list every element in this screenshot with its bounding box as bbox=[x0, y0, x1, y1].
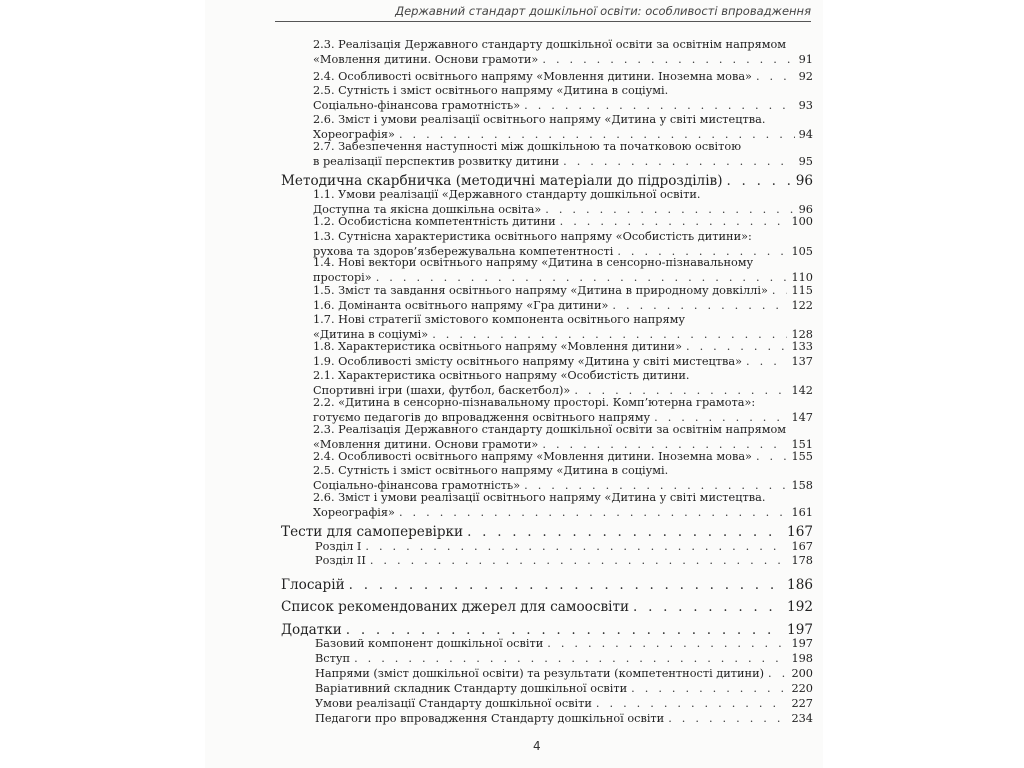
toc-page-number: 192 bbox=[787, 599, 813, 615]
dot-leader bbox=[524, 99, 795, 112]
toc-entry-line: 2.7. Забезпечення наступності між дошкільною та початковою освітою bbox=[313, 140, 742, 153]
dot-leader bbox=[399, 506, 787, 519]
toc-entry-line: 2.3. Реалізація Державного стандарту дошкільної освіти за освітнім напрямом bbox=[313, 423, 787, 436]
toc-entry[interactable] bbox=[313, 299, 813, 312]
toc-entry-line: 1.1. Умови реалізації «Державного стандарту дошкільної освіти. bbox=[313, 188, 701, 201]
dot-leader bbox=[354, 652, 787, 665]
toc-page-number: 105 bbox=[791, 244, 813, 258]
toc-entry[interactable] bbox=[281, 622, 813, 638]
toc-entry-title: Розділ I bbox=[315, 540, 362, 553]
toc-page-number: 122 bbox=[791, 299, 813, 312]
toc-entry-title: 1.8. Характеристика освітнього напряму «Мовлення дитини» bbox=[313, 340, 682, 353]
dot-leader bbox=[668, 712, 787, 725]
dot-leader bbox=[612, 299, 787, 312]
toc-page-number: 92 bbox=[798, 70, 813, 83]
toc-entry-title: 2.4. Особливості освітнього напряму «Мовлення дитини. Іноземна мова» bbox=[313, 70, 752, 83]
toc-entry-title: рухова та здоров’язбережувальна компетентності bbox=[313, 244, 614, 258]
toc-entry-line: 1.4. Нові вектори освітнього напряму «Дитина в сенсорно-пізнавальному bbox=[313, 256, 754, 269]
dot-leader bbox=[467, 524, 783, 540]
toc-entry-title: Тести для самоперевірки bbox=[281, 524, 464, 540]
toc-page-number: 128 bbox=[791, 327, 813, 341]
toc-entry[interactable] bbox=[315, 652, 813, 665]
toc-entry-title: «Дитина в соціумі» bbox=[313, 327, 429, 341]
dot-leader bbox=[686, 340, 787, 353]
toc-page-number: 96 bbox=[795, 173, 813, 189]
toc-entry[interactable] bbox=[313, 203, 813, 216]
toc-page-number: 115 bbox=[791, 284, 813, 297]
toc-entry-title: Спортивні ігри (шахи, футбол, баскетбол)» bbox=[313, 383, 571, 397]
toc-entry[interactable] bbox=[315, 697, 813, 710]
toc-page-number: 197 bbox=[787, 622, 813, 638]
dot-leader bbox=[727, 173, 792, 189]
toc-entry-title: в реалізації перспектив розвитку дитини bbox=[313, 154, 560, 168]
toc-entry-title: Умови реалізації Стандарту дошкільної освіти bbox=[315, 697, 592, 710]
toc-page-number: 220 bbox=[791, 682, 813, 695]
toc-entry[interactable] bbox=[313, 411, 813, 424]
toc-page-number: 137 bbox=[791, 355, 813, 368]
dot-leader bbox=[346, 622, 783, 638]
dot-leader bbox=[399, 128, 795, 141]
toc-entry[interactable] bbox=[313, 155, 813, 168]
toc-entry-line: 2.1. Характеристика освітнього напряму «Особистість дитини. bbox=[313, 369, 690, 382]
toc-page-number: 133 bbox=[791, 340, 813, 353]
toc-page-number: 91 bbox=[798, 52, 813, 66]
toc-entry[interactable] bbox=[313, 215, 813, 228]
toc-entry-title: Соціально-фінансова грамотність» bbox=[313, 98, 521, 112]
toc-entry[interactable] bbox=[313, 70, 813, 83]
dot-leader bbox=[370, 554, 788, 567]
toc-entry-line: 2.6. Зміст і умови реалізації освітнього напряму «Дитина у світі мистецтва. bbox=[313, 113, 766, 126]
toc-entry[interactable] bbox=[315, 712, 813, 725]
toc-entry-line: 2.6. Зміст і умови реалізації освітнього напряму «Дитина у світі мистецтва. bbox=[313, 491, 766, 504]
dot-leader bbox=[349, 577, 783, 593]
toc-entry[interactable] bbox=[313, 450, 813, 463]
dot-leader bbox=[631, 682, 787, 695]
dot-leader bbox=[542, 53, 794, 66]
toc-entry-title: Базовий компонент дошкільної освіти bbox=[315, 637, 544, 650]
toc-entry[interactable] bbox=[315, 637, 813, 650]
toc-entry-title: Хореографія» bbox=[313, 505, 395, 519]
toc-page-number: 198 bbox=[791, 652, 813, 665]
toc-entry[interactable] bbox=[281, 524, 813, 540]
toc-entry[interactable] bbox=[313, 128, 813, 141]
dot-leader bbox=[365, 540, 787, 553]
toc-entry-title: Вступ bbox=[315, 652, 351, 665]
page-number: 4 bbox=[533, 739, 541, 753]
toc-entry-title: Педагоги про впровадження Стандарту дошкільної освіти bbox=[315, 712, 665, 725]
toc-entry-title: Хореографія» bbox=[313, 127, 395, 141]
toc-page-number: 186 bbox=[787, 577, 813, 593]
dot-leader bbox=[542, 438, 787, 451]
dot-leader bbox=[746, 355, 787, 368]
dot-leader bbox=[654, 411, 787, 424]
toc-page-number: 158 bbox=[791, 478, 813, 492]
dot-leader bbox=[768, 667, 787, 680]
toc-page-number: 94 bbox=[798, 127, 813, 141]
toc-page-number: 142 bbox=[791, 383, 813, 397]
toc-entry[interactable] bbox=[313, 99, 813, 112]
toc-page-number: 100 bbox=[791, 215, 813, 228]
toc-entry-line: 2.3. Реалізація Державного стандарту дошкільної освіти за освітнім напрямом bbox=[313, 38, 787, 51]
toc-page-number: 227 bbox=[791, 697, 813, 710]
toc-entry-line: 2.2. «Дитина в сенсорно-пізнавальному просторі. Комп’ютерна грамота»: bbox=[313, 396, 756, 409]
toc-entry-title: 1.2. Особистісна компетентність дитини bbox=[313, 215, 556, 228]
dot-leader bbox=[772, 284, 788, 297]
toc-entry[interactable] bbox=[313, 340, 813, 353]
dot-leader bbox=[524, 479, 787, 492]
toc-page-number: 147 bbox=[791, 410, 813, 424]
dot-leader bbox=[563, 155, 795, 168]
toc-entry[interactable] bbox=[313, 479, 813, 492]
toc-page-number: 151 bbox=[791, 437, 813, 451]
toc-page-number: 155 bbox=[791, 450, 813, 463]
toc-page-number: 110 bbox=[791, 270, 813, 284]
toc-entry-line: 1.7. Нові стратегії змістового компонента освітнього напряму bbox=[313, 313, 686, 326]
dot-leader bbox=[574, 384, 787, 397]
toc-entry-title: просторі» bbox=[313, 270, 372, 284]
toc-page-number: 96 bbox=[798, 202, 813, 216]
toc-entry-title: Соціально-фінансова грамотність» bbox=[313, 478, 521, 492]
dot-leader bbox=[756, 450, 787, 463]
toc-entry[interactable] bbox=[315, 682, 813, 695]
toc-entry-line: 2.5. Сутність і зміст освітнього напряму «Дитина в соціумі. bbox=[313, 464, 669, 477]
toc-entry[interactable] bbox=[281, 599, 813, 615]
toc-entry[interactable] bbox=[313, 284, 813, 297]
toc-entry-title: 1.6. Домінанта освітнього напряму «Гра дитини» bbox=[313, 299, 609, 312]
toc-page-number: 178 bbox=[791, 554, 813, 567]
running-header: Державний стандарт дошкільної освіти: особливості впровадження bbox=[275, 4, 811, 22]
toc-page-number: 167 bbox=[787, 524, 813, 540]
toc-entry[interactable] bbox=[313, 506, 813, 519]
toc-entry-title: Варіативний складник Стандарту дошкільної освіти bbox=[315, 682, 628, 695]
dot-leader bbox=[547, 637, 787, 650]
toc-entry-title: Напрями (зміст дошкільної освіти) та результати (компетентності дитини) bbox=[315, 667, 765, 680]
toc-entry-title: Методична скарбничка (методичні матеріали до підрозділів) bbox=[281, 173, 723, 189]
toc-entry-title: 1.9. Особливості змісту освітнього напряму «Дитина у світі мистецтва» bbox=[313, 355, 743, 368]
dot-leader bbox=[560, 215, 788, 228]
toc-page-number: 167 bbox=[791, 540, 813, 553]
toc-entry-title: «Мовлення дитини. Основи грамоти» bbox=[313, 437, 539, 451]
toc-page-number: 95 bbox=[798, 154, 813, 168]
toc-entry-line: 1.3. Сутнісна характеристика освітнього напряму «Особистість дитини»: bbox=[313, 230, 752, 243]
dot-leader bbox=[432, 328, 787, 341]
toc-entry[interactable] bbox=[315, 540, 813, 553]
dot-leader bbox=[633, 599, 783, 615]
toc-entry[interactable] bbox=[313, 438, 813, 451]
toc-page-number: 200 bbox=[791, 667, 813, 680]
toc-entry-title: Список рекомендованих джерел для самоосвіти bbox=[281, 599, 630, 615]
toc-page-number: 197 bbox=[791, 637, 813, 650]
toc-entry-title: 1.5. Зміст та завдання освітнього напряму «Дитина в природному довкіллі» bbox=[313, 284, 768, 297]
toc-entry-title: готуємо педагогів до впровадження освітнього напряму bbox=[313, 410, 651, 424]
toc-entry-title: Глосарій bbox=[281, 577, 345, 593]
toc-entry-title: Розділ II bbox=[315, 554, 366, 567]
toc-entry[interactable] bbox=[313, 328, 813, 341]
toc-page-number: 234 bbox=[791, 712, 813, 725]
toc-entry-line: 2.5. Сутність і зміст освітнього напряму «Дитина в соціумі. bbox=[313, 84, 669, 97]
toc-entry[interactable] bbox=[315, 554, 813, 567]
dot-leader bbox=[545, 203, 794, 216]
toc-entry-title: Доступна та якісна дошкільна освіта» bbox=[313, 202, 542, 216]
toc-entry[interactable] bbox=[313, 355, 813, 368]
toc-page-number: 161 bbox=[791, 505, 813, 519]
toc-entry-title: 2.4. Особливості освітнього напряму «Мовлення дитини. Іноземна мова» bbox=[313, 450, 752, 463]
toc-entry[interactable] bbox=[315, 667, 813, 680]
toc-entry-title: «Мовлення дитини. Основи грамоти» bbox=[313, 52, 539, 66]
toc-entry[interactable] bbox=[313, 384, 813, 397]
toc-entry[interactable] bbox=[281, 577, 813, 593]
toc-entry-title: Додатки bbox=[281, 622, 342, 638]
toc-entry[interactable] bbox=[281, 173, 813, 189]
toc-entry[interactable] bbox=[313, 271, 813, 284]
dot-leader bbox=[376, 271, 788, 284]
dot-leader bbox=[756, 70, 795, 83]
toc-page-number: 93 bbox=[798, 98, 813, 112]
dot-leader bbox=[596, 697, 788, 710]
toc-entry[interactable] bbox=[313, 53, 813, 66]
